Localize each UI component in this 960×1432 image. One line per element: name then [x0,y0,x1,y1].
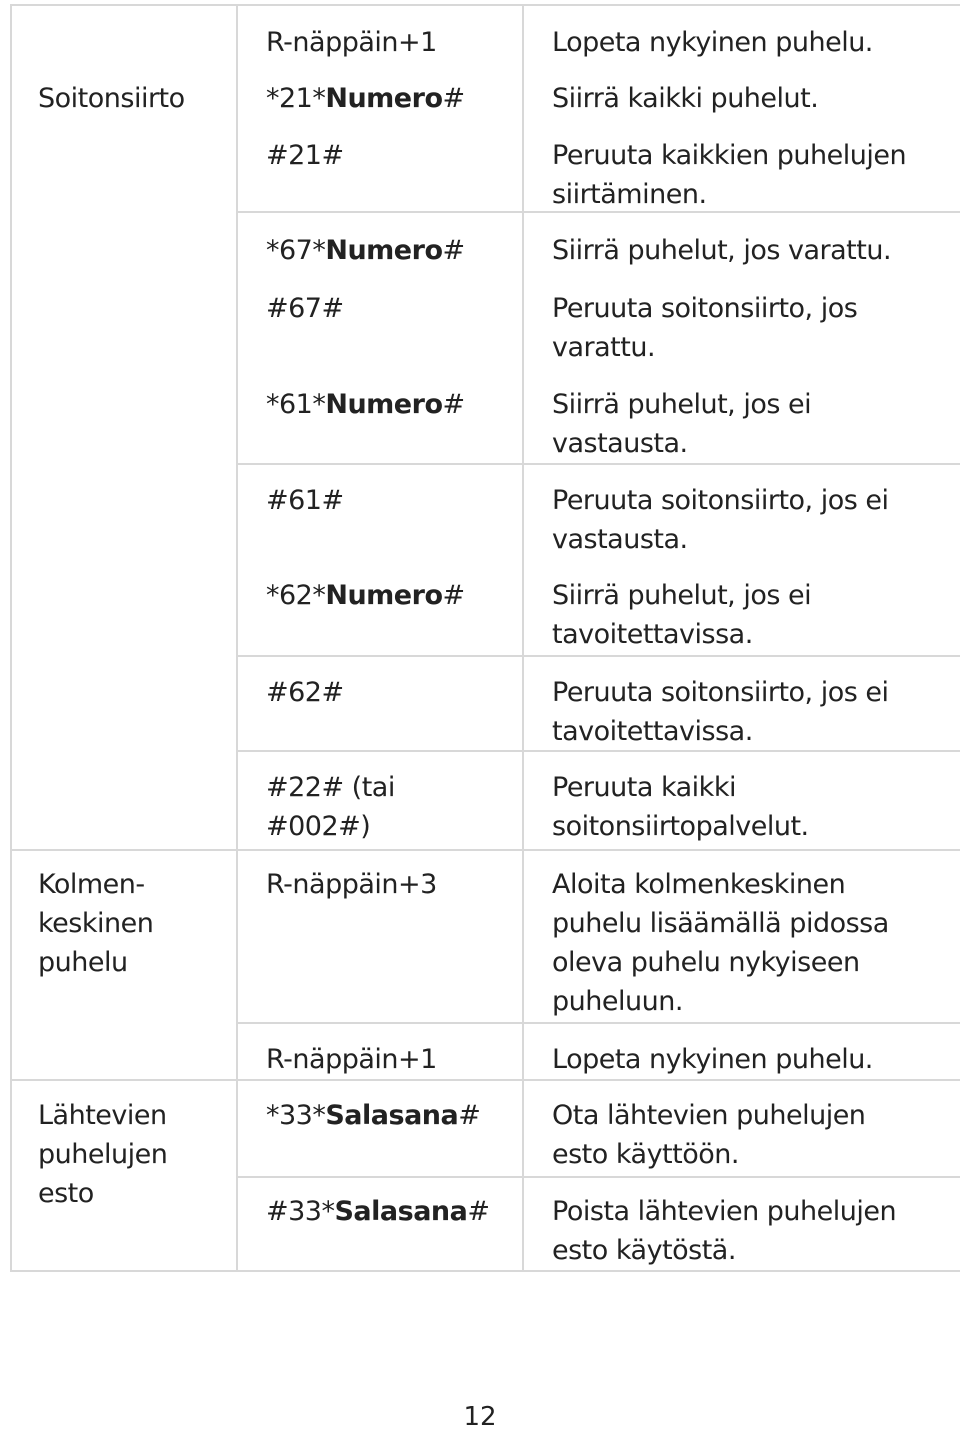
command-cell: *62*Numero# [266,580,465,611]
description-cell: Siirrä puhelut, jos ei vastausta. [552,389,812,459]
description-cell: Poista lähtevien puhelujen esto käytöstä. [552,1196,897,1266]
section-divider [10,849,960,851]
description-cell: Aloita kolmenkeskinen puhelu lisäämällä pidossa oleva puhelu nykyiseen puheluun. [552,869,889,1017]
description-cell: Siirrä kaikki puhelut. [552,83,819,114]
command-cell: *61*Numero# [266,389,465,420]
description-cell: Peruuta soitonsiirto, jos ei vastausta. [552,485,889,555]
command-cell: R-näppäin+3 [266,869,437,900]
description-cell: Siirrä puhelut, jos ei tavoitettavissa. [552,580,812,650]
category-three-way-call: Kolmen- keskinen puhelu [38,869,154,978]
row-divider [236,463,960,465]
column-divider [236,4,238,1272]
command-cell: R-näppäin+1 [266,1044,437,1075]
command-cell: *67*Numero# [266,235,465,266]
description-cell: Lopeta nykyinen puhelu. [552,27,873,58]
description-cell: Ota lähtevien puhelujen esto käyttöön. [552,1100,866,1170]
table-top-border [10,4,960,6]
command-cell: #62# [266,677,344,708]
command-cell: *33*Salasana# [266,1100,481,1131]
category-outgoing-call-barring: Lähtevien puhelujen esto [38,1100,168,1209]
description-cell: Peruuta soitonsiirto, jos ei tavoitettavissa. [552,677,889,747]
description-cell: Siirrä puhelut, jos varattu. [552,235,892,266]
command-cell: #33*Salasana# [266,1196,490,1227]
row-divider [236,1022,960,1024]
row-divider [236,655,960,657]
command-cell: #22# (tai #002#) [266,772,395,842]
command-cell: R-näppäin+1 [266,27,437,58]
row-divider [236,1176,960,1178]
section-divider [10,1079,960,1081]
description-cell: Peruuta soitonsiirto, jos varattu. [552,293,858,363]
description-cell: Peruuta kaikki soitonsiirtopalvelut. [552,772,809,842]
page-number: 12 [463,1402,497,1432]
table-bottom-border [10,1270,960,1272]
category-call-forwarding: Soitonsiirto [38,83,185,114]
description-cell: Peruuta kaikkien puhelujen siirtäminen. [552,140,907,210]
description-cell: Lopeta nykyinen puhelu. [552,1044,873,1075]
command-cell: #67# [266,293,344,324]
command-cell: *21*Numero# [266,83,465,114]
column-divider [522,4,524,1272]
command-cell: #61# [266,485,344,516]
table-left-border [10,4,12,1272]
command-cell: #21# [266,140,344,171]
